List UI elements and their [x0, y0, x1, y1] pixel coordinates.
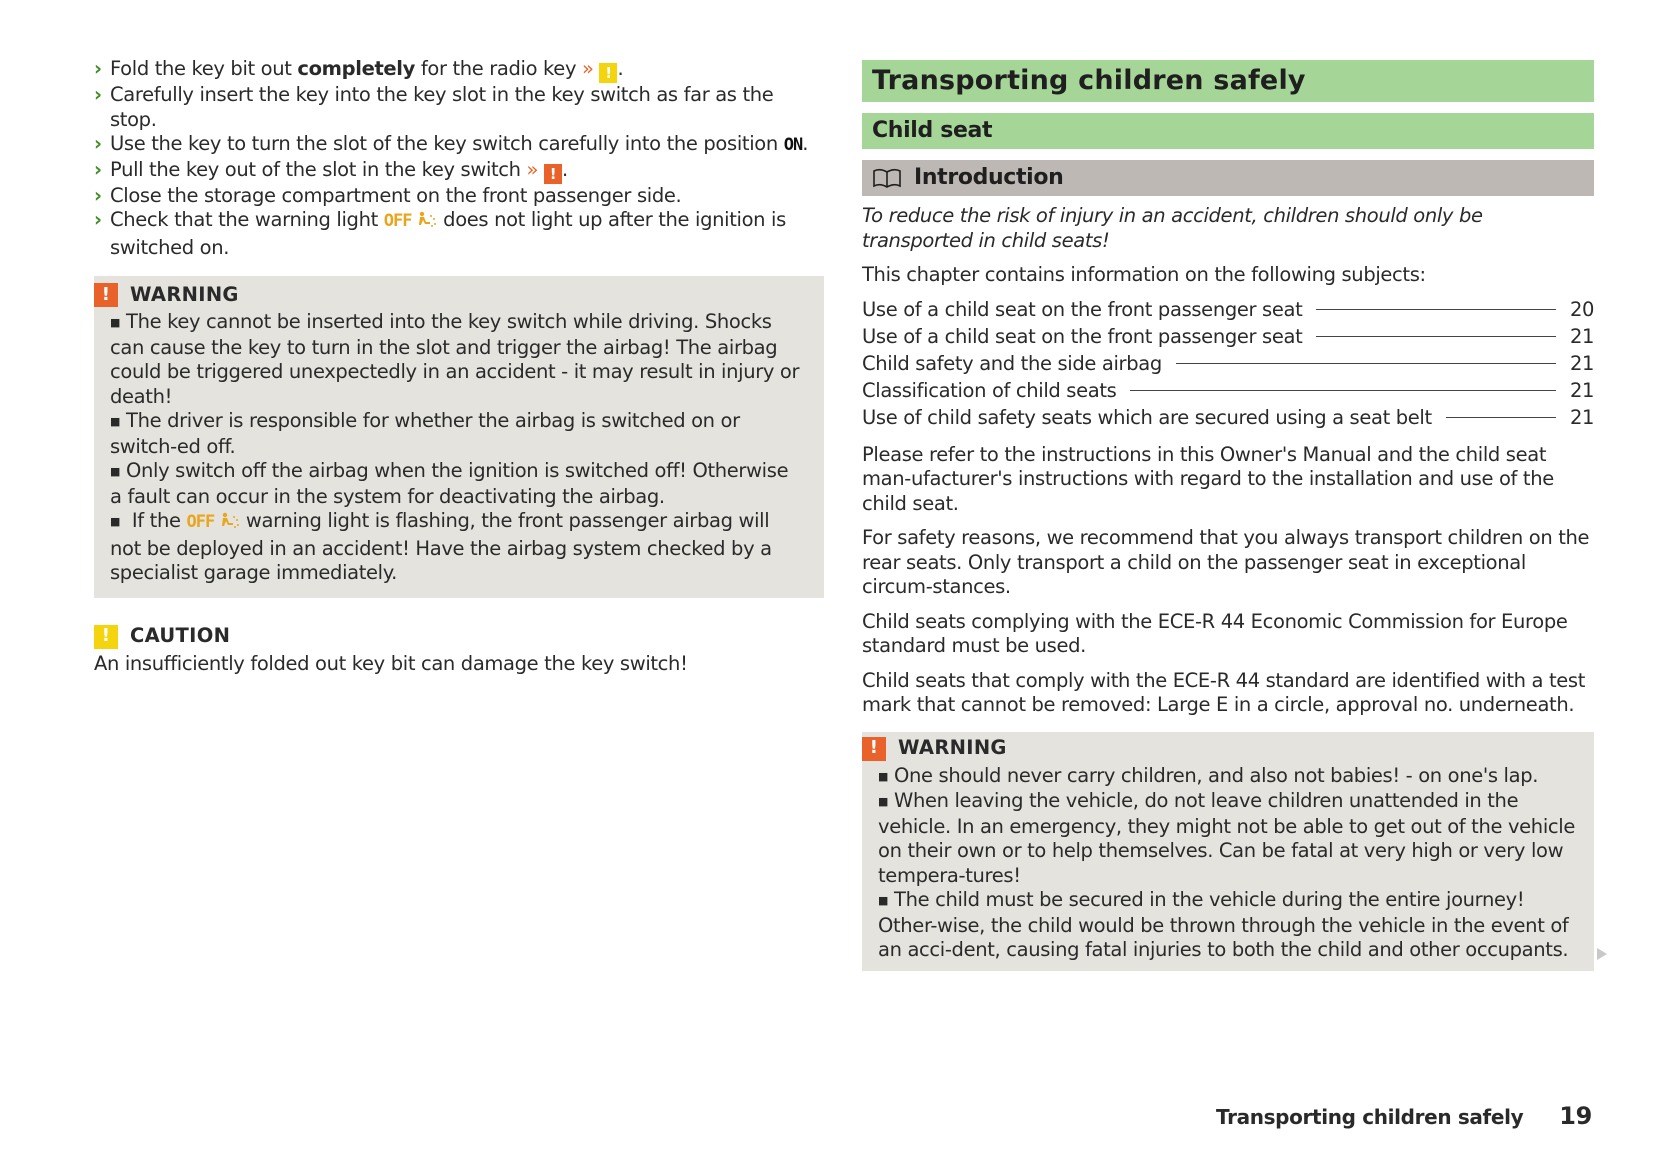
- warning-box: [862, 732, 1594, 971]
- warning-item: ■ Only switch off the airbag when the ignition is switched off! Otherwise a fault can occur in the system for deactivating the airbag.: [110, 459, 802, 509]
- step: [94, 158, 824, 184]
- warning-header: [94, 280, 802, 310]
- warning-ref-icon[interactable]: !: [544, 164, 562, 184]
- step-text: does not light up after the ignition is switched on.: [110, 208, 786, 259]
- warning-title: WARNING: [898, 736, 1007, 760]
- intro-text: To reduce the risk of injury in an accident, children should only be transported in child seats!: [862, 204, 1483, 252]
- step-text: Check that the warning light: [110, 208, 384, 231]
- open-book-icon: [872, 168, 902, 188]
- step-text: for the radio key: [415, 57, 582, 80]
- instruction-steps: [94, 57, 824, 260]
- toc-page: 20: [1570, 297, 1595, 321]
- caution-header: [94, 622, 824, 652]
- warning-item: ■ The child must be secured in the vehicle during the entire journey! Other-wise, the child would be thrown through the vehicle in the event of an acci-dent, causing fatal injuries to both the child and other occupants.: [878, 888, 1578, 963]
- paragraph: Child seats that comply with the ECE-R 44 standard are identified with a test mark that cannot be removed: Large E in a circle, approval no. underneath.: [862, 668, 1586, 716]
- subsection-title: Introduction: [914, 165, 1064, 190]
- exclamation-icon: !: [94, 625, 118, 649]
- chevron-right-icon: ›: [94, 57, 102, 80]
- warning-item: [110, 509, 802, 586]
- subjects-lead: This chapter contains information on the following subjects:: [862, 263, 1426, 286]
- toc-page: 21: [1570, 324, 1595, 348]
- step-text: Pull the key out of the slot in the key switch: [110, 157, 527, 181]
- toc-leader: [1130, 390, 1556, 391]
- step-text: .: [561, 157, 568, 181]
- toc-entry[interactable]: [862, 379, 1594, 406]
- chevron-right-icon: ›: [94, 157, 102, 181]
- section-heading: Child seat: [862, 113, 1594, 149]
- warning-item: ■ The driver is responsible for whether the airbag is switched on or switch-ed off.: [110, 409, 802, 459]
- paragraph: Child seats complying with the ECE-R 44 Economic Commission for Europe standard must be used.: [862, 609, 1568, 657]
- left-column: [94, 57, 824, 676]
- step: [94, 132, 824, 158]
- caution-box: [94, 622, 824, 677]
- toc-page: 21: [1570, 405, 1595, 429]
- airbag-off-icon: [220, 512, 240, 537]
- step-text: Carefully insert the key into the key slot in the key switch as far as the stop.: [110, 83, 774, 131]
- toc-entry[interactable]: [862, 406, 1594, 433]
- toc-entry[interactable]: [862, 352, 1594, 379]
- paragraph: Please refer to the instructions in this Owner's Manual and the child seat man-ufacturer's instructions with regard to the installation and use of the child seat.: [862, 442, 1554, 515]
- step-text: Close the storage compartment on the front passenger side.: [110, 183, 682, 207]
- caution-ref-icon[interactable]: !: [599, 63, 617, 83]
- chevron-right-icon: ›: [94, 208, 102, 231]
- footer-section-title: Transporting children safely: [1215, 1105, 1524, 1129]
- triangle-right-icon[interactable]: [1597, 948, 1607, 960]
- step-text: .: [802, 132, 809, 155]
- step: [94, 83, 824, 132]
- warning-item: ■ When leaving the vehicle, do not leave children unattended in the vehicle. In an emergency, they might not be able to get out of the vehicle on their own or to help themselves. Can be fatal at very high or very low tempera-tures!: [878, 789, 1578, 888]
- warning-item: ■ One should never carry children, and also not babies! - on one's lap.: [878, 764, 1578, 790]
- off-symbol: OFF: [186, 512, 215, 532]
- chapter-heading: Transporting children safely: [862, 60, 1594, 102]
- warning-box: [94, 276, 824, 598]
- toc-leader: [1316, 336, 1556, 337]
- cross-ref-link[interactable]: »: [581, 57, 594, 80]
- right-column: [862, 60, 1594, 971]
- page-number: 19: [1559, 1102, 1592, 1130]
- warning-title: WARNING: [130, 282, 239, 306]
- warning-header: [862, 734, 1578, 764]
- chevron-right-icon: ›: [94, 83, 102, 106]
- subsection-heading: [862, 160, 1594, 196]
- step: [94, 184, 824, 209]
- toc-label: Use of a child seat on the front passenger seat: [862, 324, 1303, 348]
- table-of-contents: [862, 298, 1594, 433]
- toc-entry[interactable]: [862, 325, 1594, 352]
- step: › Fold the key bit out completely for the radio key » ! .: [94, 57, 624, 82]
- off-symbol: OFF: [383, 211, 412, 231]
- cross-ref-link[interactable]: »: [526, 157, 539, 181]
- toc-label: Child safety and the side airbag: [862, 351, 1162, 375]
- toc-page: 21: [1570, 351, 1595, 375]
- toc-leader: [1316, 309, 1556, 310]
- on-symbol: ON: [783, 135, 803, 155]
- toc-leader: [1446, 417, 1556, 418]
- toc-label: Classification of child seats: [862, 378, 1117, 402]
- toc-label: Use of a child seat on the front passenger seat: [862, 297, 1303, 321]
- toc-page: 21: [1570, 378, 1595, 402]
- toc-entry[interactable]: [862, 298, 1594, 325]
- warning-item-text: If the: [131, 509, 187, 532]
- warning-item: ■ The key cannot be inserted into the key switch while driving. Shocks can cause the key to turn in the slot and trigger the airbag! The airbag could be triggered unexpectedly in an accident - it may result in injury or death!: [110, 310, 802, 409]
- chevron-right-icon: ›: [94, 132, 102, 155]
- airbag-off-icon: [417, 211, 437, 236]
- toc-label: Use of child safety seats which are secured using a seat belt: [862, 405, 1432, 429]
- chevron-right-icon: ›: [94, 183, 102, 207]
- step-text: Use the key to turn the slot of the key switch carefully into the position: [110, 132, 784, 155]
- toc-leader: [1176, 363, 1556, 364]
- step-bold: completely: [297, 57, 415, 80]
- step: [94, 208, 824, 260]
- page-footer: [1216, 1104, 1592, 1130]
- warning-item-text: warning light is flashing, the front passenger airbag will not be deployed in an accident! Have the airbag system checked by a specialist garage immediately.: [110, 509, 772, 584]
- exclamation-icon: !: [862, 737, 886, 761]
- exclamation-icon: !: [94, 283, 118, 307]
- step-text: Fold the key bit out: [110, 57, 298, 80]
- caution-text: An insufficiently folded out key bit can damage the key switch!: [94, 651, 688, 675]
- caution-title: CAUTION: [130, 624, 231, 648]
- paragraph: For safety reasons, we recommend that you always transport children on the rear seats. Only transport a child on the passenger seat in exceptional circum-stances.: [862, 526, 1590, 598]
